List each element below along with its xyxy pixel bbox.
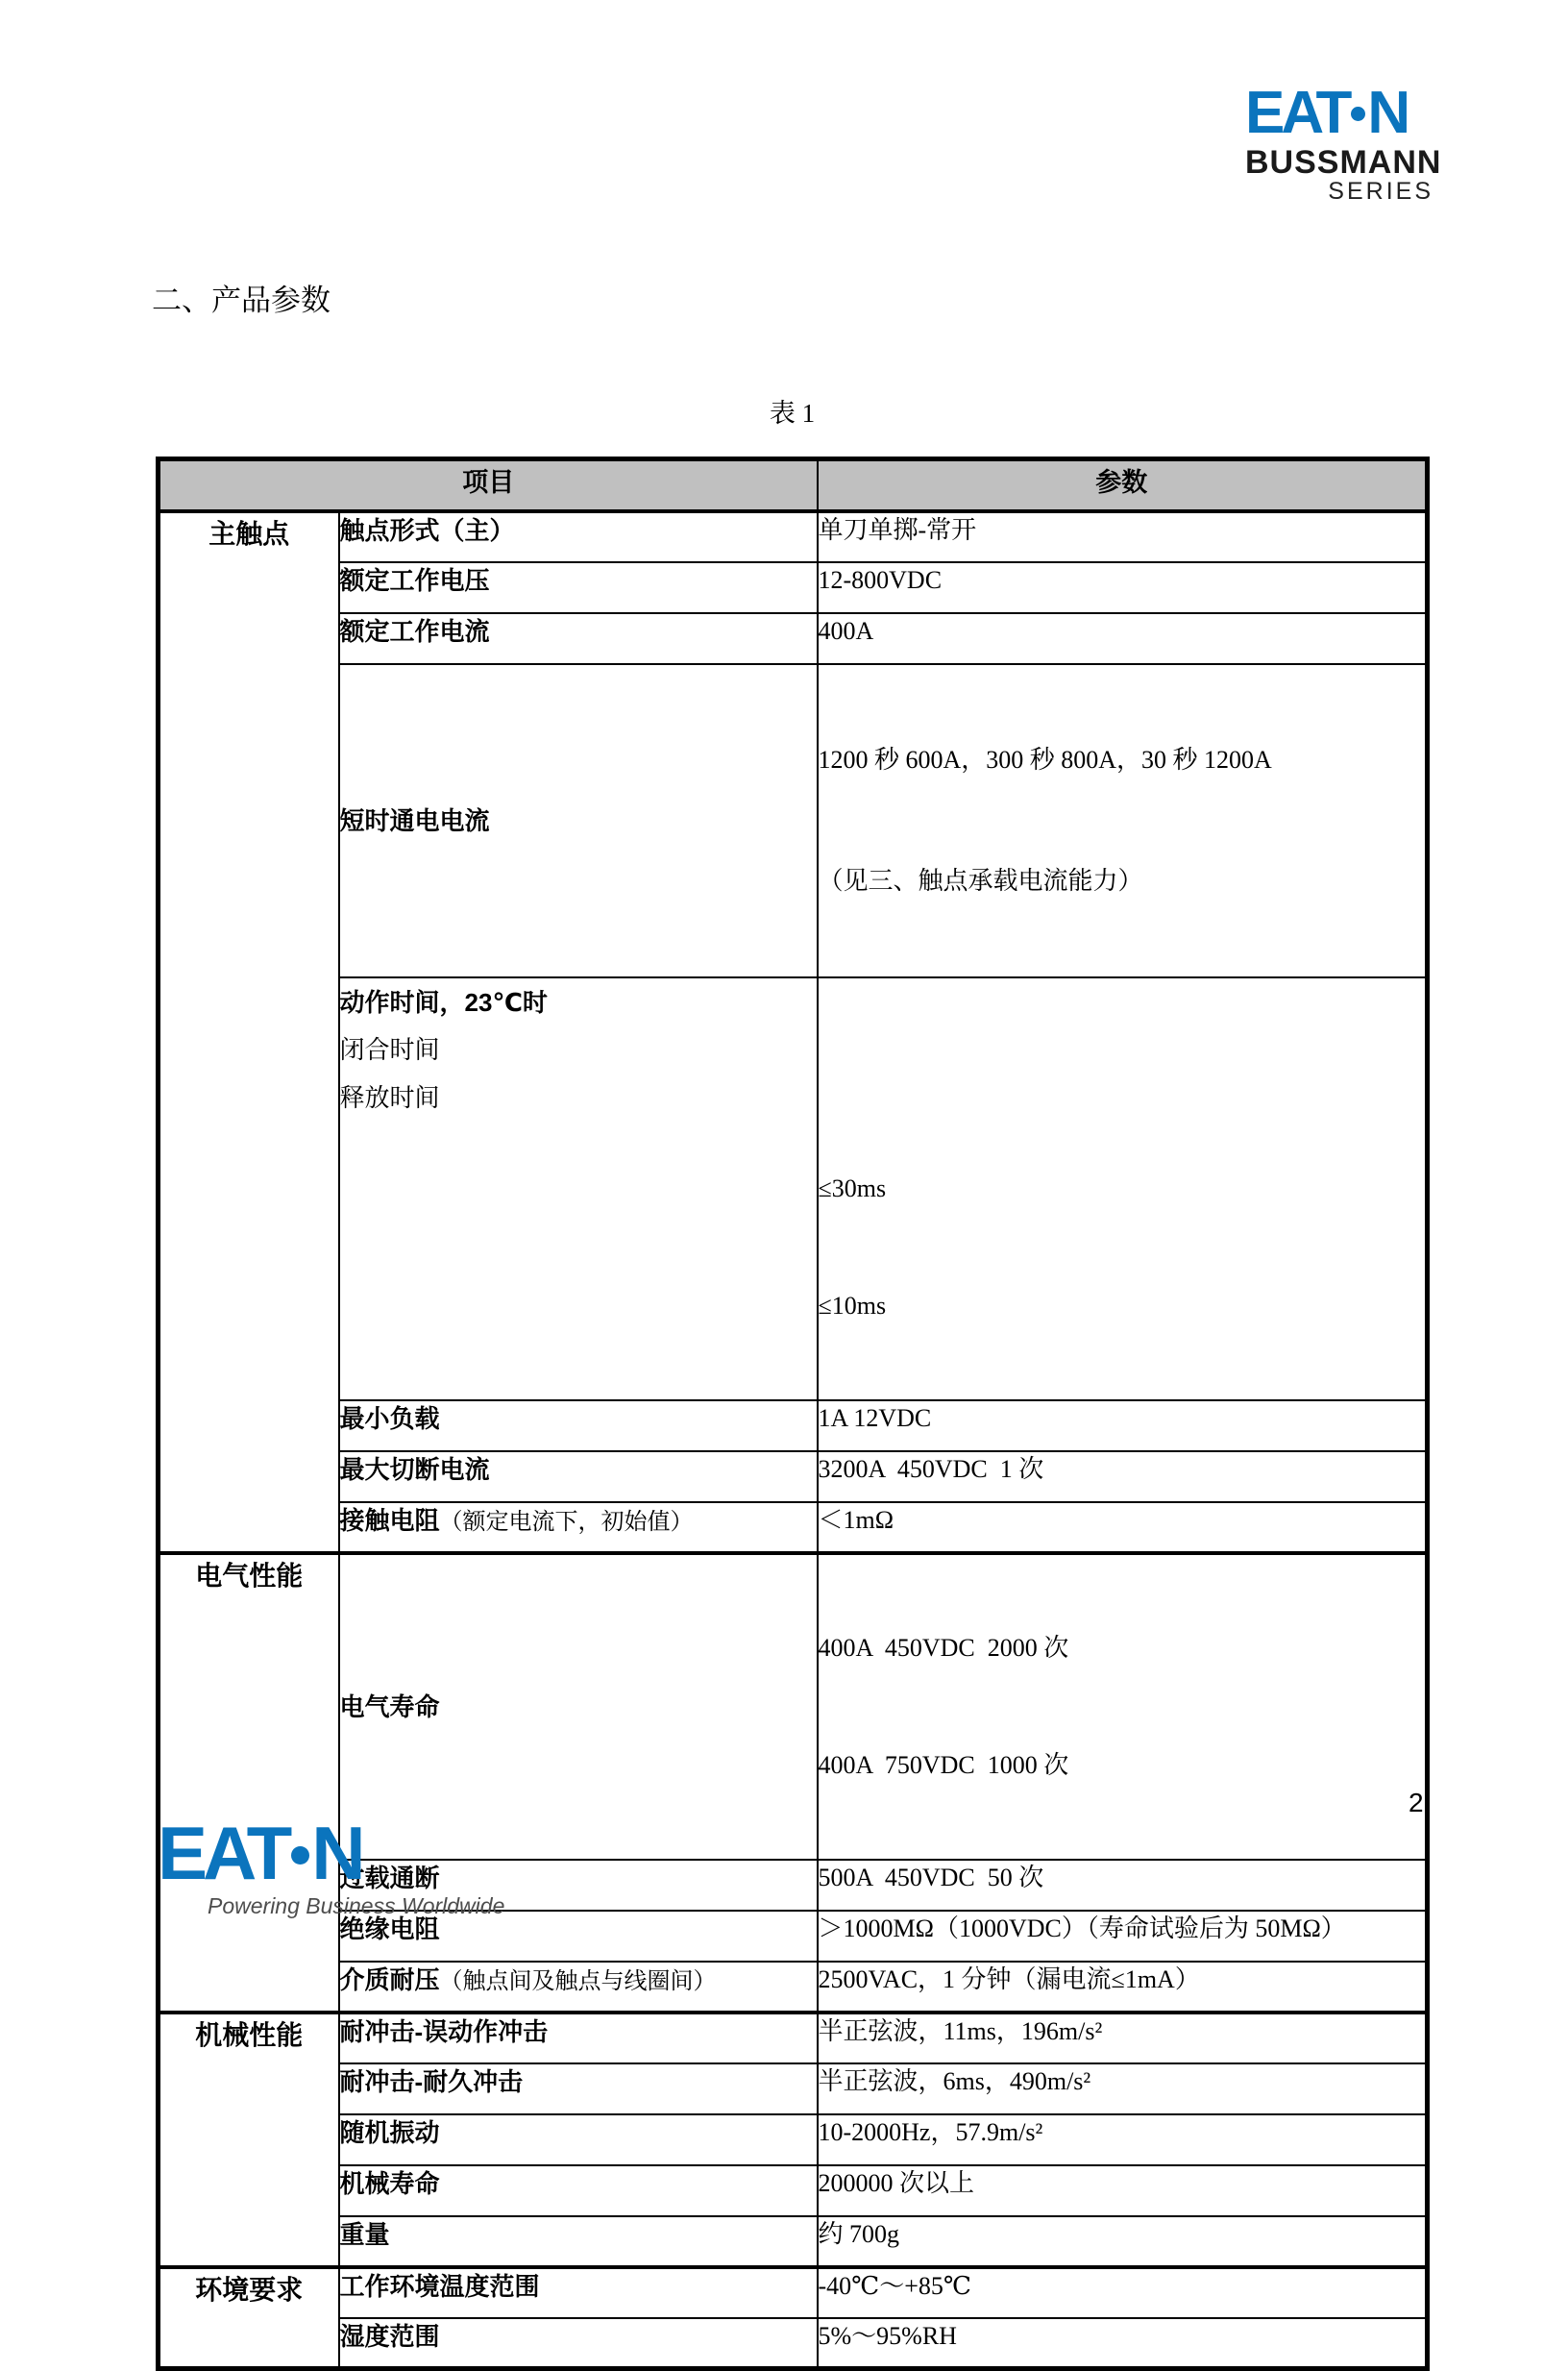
item-label: 额定工作电流 <box>339 613 818 664</box>
item-label: 电气寿命 <box>339 1553 818 1860</box>
item-label <box>339 1502 818 1553</box>
table-row <box>159 2063 1428 2114</box>
group-label-mechanical: 机械性能 <box>159 2013 339 2267</box>
bussmann-wordmark: BUSSMANN <box>1245 144 1442 181</box>
table-caption: 表 1 <box>769 399 816 428</box>
item-value: 单刀单掷-常开 <box>818 511 1428 562</box>
eaton-footer-logo <box>158 1811 504 1895</box>
item-value: 半正弦波，11ms，196m/s² <box>818 2013 1428 2063</box>
table-row <box>159 664 1428 977</box>
column-header-item: 项目 <box>159 459 818 511</box>
value-line: （见三、触点承载电流能力） <box>818 866 1143 895</box>
item-label: 机械寿命 <box>339 2165 818 2216</box>
item-value: ＞1000MΩ（1000VDC）（寿命试验后为 50MΩ） <box>818 1911 1428 1962</box>
eaton-tagline: Powering Business Worldwide <box>208 1893 505 1918</box>
table-row <box>159 1502 1428 1553</box>
value-line-blank <box>819 1048 1426 1096</box>
table-row <box>159 2216 1428 2267</box>
item-label: 耐冲击-误动作冲击 <box>339 2013 818 2063</box>
item-value: 5%～95%RH <box>818 2318 1428 2369</box>
value-line: 400A 750VDC 1000 次 <box>818 1750 1069 1779</box>
item-label <box>339 1962 818 2013</box>
eaton-logo <box>1245 80 1433 146</box>
bussmann-brand-block <box>1245 80 1442 205</box>
item-title: 动作时间，23℃时 <box>339 987 548 1017</box>
item-label: 湿度范围 <box>339 2318 818 2369</box>
item-value: 半正弦波，6ms，490m/s² <box>818 2063 1428 2114</box>
item-value <box>818 977 1428 1400</box>
item-value: 500A 450VDC 50 次 <box>818 1860 1428 1911</box>
table-row <box>159 613 1428 664</box>
item-label: 绝缘电阻 <box>339 1911 818 1962</box>
table-row <box>159 1451 1428 1502</box>
item-label-note: （额定电流下，初始值） <box>439 1509 694 1535</box>
table-row <box>159 2165 1428 2216</box>
item-label <box>339 977 818 1400</box>
item-value: ＜1mΩ <box>818 1502 1428 1553</box>
section-heading: 二、产品参数 <box>152 284 331 317</box>
item-value: 400A <box>818 613 1428 664</box>
series-wordmark: SERIES <box>1328 178 1433 205</box>
item-value: 约 700g <box>818 2216 1428 2267</box>
item-value: 1A 12VDC <box>818 1400 1428 1451</box>
table-row <box>159 977 1428 1400</box>
item-value: 2500VAC，1 分钟（漏电流≤1mA） <box>818 1962 1428 2013</box>
eaton-logo-text-right: N <box>311 1811 361 1895</box>
spec-table-container <box>156 457 1430 2371</box>
item-label-note: （触点间及触点与线圈间） <box>439 1968 717 1994</box>
sub-item-label: 闭合时间 <box>339 1035 440 1064</box>
item-label-text: 接触电阻 <box>339 1505 440 1535</box>
item-label: 触点形式（主） <box>339 511 818 562</box>
item-label: 最小负载 <box>339 1400 818 1451</box>
table-row <box>159 2013 1428 2063</box>
eaton-logo-text-right: N <box>1367 80 1408 146</box>
item-label: 额定工作电压 <box>339 562 818 613</box>
item-value: 12-800VDC <box>818 562 1428 613</box>
group-label-electrical: 电气性能 <box>159 1553 339 2013</box>
item-label-text: 介质耐压 <box>339 1964 440 1994</box>
value-line: 400A 450VDC 2000 次 <box>818 1633 1069 1662</box>
table-row <box>159 1400 1428 1451</box>
item-value: 10-2000Hz，57.9m/s² <box>818 2114 1428 2165</box>
page-number: 2 <box>1409 1788 1424 1817</box>
item-label: 工作环境温度范围 <box>339 2267 818 2318</box>
item-label: 最大切断电流 <box>339 1451 818 1502</box>
sub-item-label: 释放时间 <box>339 1083 440 1112</box>
group-label-main-contact: 主触点 <box>159 511 339 1553</box>
eaton-logo-text-left: EAT <box>1245 80 1349 146</box>
eaton-logo-dot-icon <box>1351 107 1365 121</box>
item-value: -40℃～+85℃ <box>818 2267 1428 2318</box>
item-label: 短时通电电流 <box>339 664 818 977</box>
item-label: 耐冲击-耐久冲击 <box>339 2063 818 2114</box>
item-value <box>818 1553 1428 1860</box>
footer-brand-block <box>158 1811 505 1919</box>
item-label: 过载通断 <box>339 1860 818 1911</box>
group-label-environment: 环境要求 <box>159 2267 339 2369</box>
table-row <box>159 562 1428 613</box>
column-header-param: 参数 <box>818 459 1428 511</box>
item-value: 3200A 450VDC 1 次 <box>818 1451 1428 1502</box>
value-line: ≤30ms <box>818 1173 887 1202</box>
item-value <box>818 664 1428 977</box>
table-header-row <box>159 459 1428 511</box>
spec-table <box>156 457 1430 2371</box>
value-line: ≤10ms <box>818 1291 887 1320</box>
item-label: 随机振动 <box>339 2114 818 2165</box>
eaton-logo-dot-icon <box>291 1846 309 1865</box>
table-row <box>159 1962 1428 2013</box>
item-label: 重量 <box>339 2216 818 2267</box>
value-line: 1200 秒 600A，300 秒 800A，30 秒 1200A <box>818 745 1272 774</box>
table-row <box>159 511 1428 562</box>
eaton-logo-text-left: EAT <box>158 1811 288 1895</box>
table-row <box>159 2267 1428 2318</box>
table-row <box>159 2318 1428 2369</box>
table-row <box>159 2114 1428 2165</box>
item-value: 200000 次以上 <box>818 2165 1428 2216</box>
